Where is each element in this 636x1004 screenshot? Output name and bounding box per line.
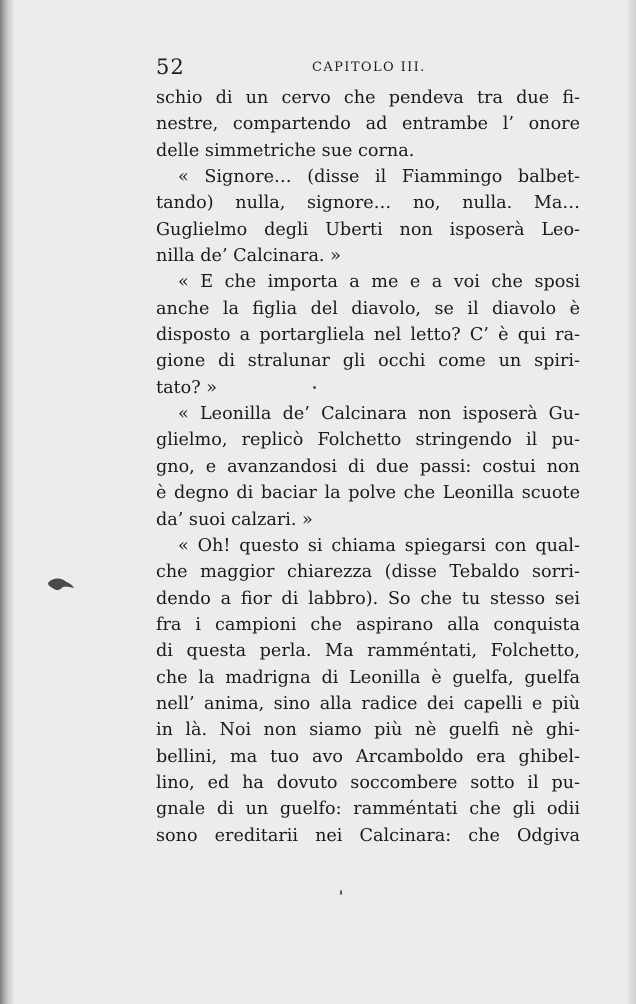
text-line: nestre, compartendo ad entrambe l’ onore — [156, 114, 580, 135]
text-line: « Oh! questo si chiama spiegarsi con qual- — [178, 535, 580, 556]
running-title: CAPITOLO III. — [312, 60, 426, 75]
text-line: bellini, ma tuo avo Arcamboldo era ghibel- — [156, 746, 580, 767]
text-line: glielmo, replicò Folchetto stringendo il pu- — [156, 430, 580, 451]
page-header — [156, 55, 580, 85]
text-line: è degno di baciar la polve che Leonilla scuote — [156, 483, 580, 504]
text-line: tato? » — [156, 377, 218, 398]
page-number: 52 — [156, 55, 185, 79]
text-line: « E che importa a me e a voi che sposi — [178, 272, 580, 293]
text-line: delle simmetriche sue corna. — [156, 140, 415, 161]
text-line: di questa perla. Ma ramméntati, Folchetto, — [156, 641, 580, 662]
text-line: sono ereditarii nei Calcinara: che Odgiva — [156, 825, 580, 846]
ink-blot — [46, 575, 76, 595]
text-line: « Leonilla de’ Calcinara non isposerà Gu- — [178, 404, 580, 425]
text-line: dendo a fior di labbro). So che tu stesso sei — [156, 588, 580, 609]
text-line: da’ suoi calzari. » — [156, 509, 313, 530]
text-line: lino, ed ha dovuto soccombere sotto il pu- — [156, 772, 580, 793]
ink-speck — [340, 890, 342, 895]
text-line: tando) nulla, signore… no, nulla. Ma… — [156, 193, 580, 214]
text-line: fra i campioni che aspirano alla conquista — [156, 614, 580, 635]
text-line: gnale di un guelfo: ramméntati che gli odii — [156, 799, 580, 820]
text-line: schio di un cervo che pendeva tra due fi- — [156, 88, 580, 108]
text-line: « Signore… (disse il Fiammingo balbet- — [178, 167, 580, 188]
ink-speck — [313, 386, 316, 389]
text-line: anche la figlia del diavolo, se il diavolo è — [156, 298, 580, 319]
page-edge — [628, 0, 636, 1004]
text-line: che la madrigna di Leonilla è guelfa, guelfa — [156, 667, 580, 688]
text-line: gione di stralunar gli occhi come un spiri- — [156, 351, 580, 372]
text-line: nell’ anima, sino alla radice dei capelli e più — [156, 693, 580, 714]
text-line: disposto a portargliela nel letto? C’ è qui ra- — [156, 325, 580, 346]
book-spine-shadow — [0, 0, 14, 1004]
text-line: gno, e avanzandosi di due passi: costui non — [156, 456, 580, 477]
text-line: che maggior chiarezza (disse Tebaldo sorri- — [156, 562, 580, 583]
text-line: nilla de’ Calcinara. » — [156, 246, 341, 267]
text-line: in là. Noi non siamo più nè guelfi nè ghi- — [156, 720, 580, 741]
text-line: Guglielmo degli Uberti non isposerà Leo- — [156, 219, 580, 240]
body-text — [156, 85, 580, 849]
